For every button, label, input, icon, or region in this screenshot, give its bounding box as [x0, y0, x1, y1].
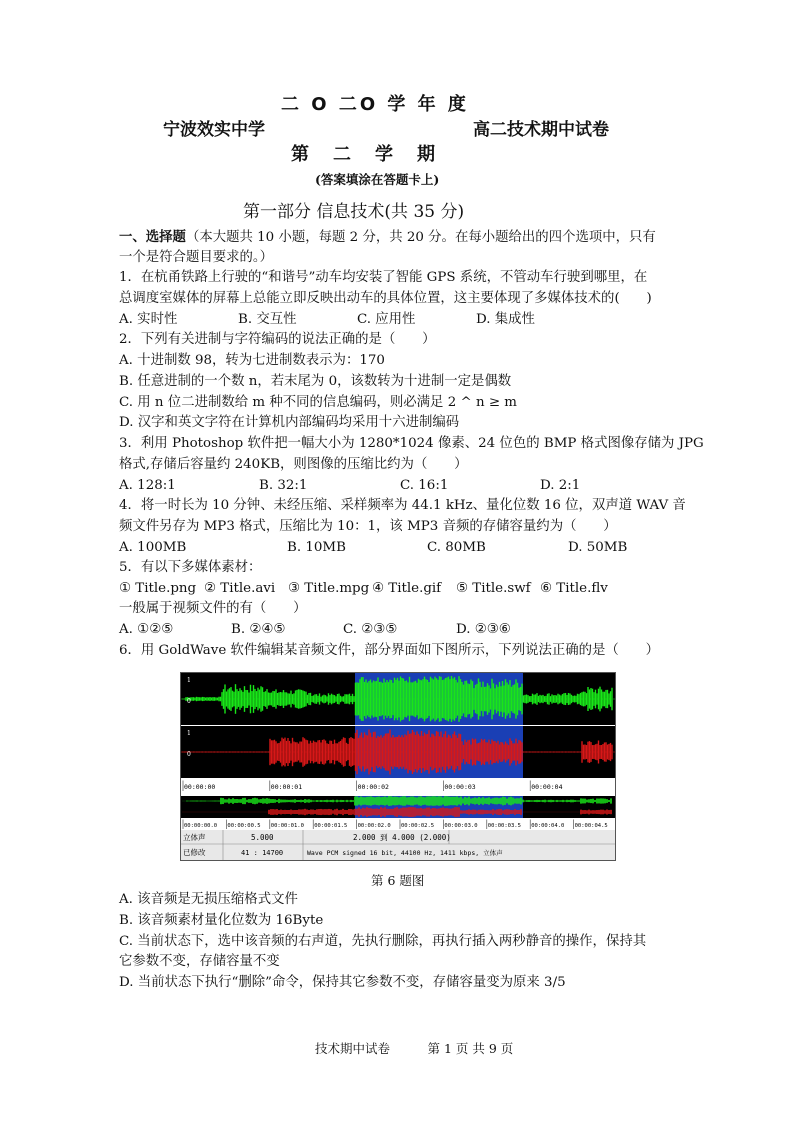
section-desc-2: 一个是符合题目要求的。）: [119, 250, 273, 265]
answer-note: (答案填涂在答题卡上): [315, 172, 440, 187]
timeline-label: 00:00:03.5: [487, 823, 521, 829]
timeline-label: 00:00:03.0: [444, 823, 478, 829]
timeline-label: 00:00:04: [531, 783, 563, 791]
status-length: 5.000: [251, 833, 274, 842]
timeline-label: 00:00:01: [270, 783, 303, 791]
q5-sub: 一般属于视频文件的有（ ）: [119, 601, 307, 616]
q5-option-b: B. ②④⑤: [231, 622, 286, 637]
timeline-label: 00:00:01.0: [270, 823, 304, 829]
page-footer: 技术期中试卷 第 1 页 共 9 页: [315, 1041, 514, 1056]
q5-option-c: C. ②③⑤: [343, 622, 398, 637]
status-selection: 2.000 到 4.000 (2.000): [353, 833, 451, 842]
q6-option-d: D. 当前状态下执行“删除”命令，保持其它参数不变，存储容量变为原来 3/5: [119, 975, 566, 990]
q5-item-4: ④ Title.gif: [372, 581, 442, 596]
status-channel: 立体声: [183, 833, 206, 842]
scale-zero-right: 0: [187, 751, 191, 758]
scale-top-left: 1: [187, 677, 191, 684]
q6-option-c1: C. 当前状态下，选中该音频的右声道，先执行删除，再执行插入两秒静音的操作，保持其: [119, 934, 647, 949]
q2-option-b: B. 任意进制的一个数 n，若末尾为 0，该数转为十进制一定是偶数: [119, 374, 512, 389]
q5-item-3: ③ Title.mpg: [288, 581, 370, 596]
q3-option-b: B. 32:1: [259, 478, 308, 493]
q5-option-a: A. ①②⑤: [119, 622, 174, 637]
q1-option-b: B. 交互性: [238, 312, 297, 327]
q5-stem: 5．有以下多媒体素材：: [119, 560, 262, 575]
q4-line2: 频文件另存为 MP3 格式，压缩比为 10：1，该 MP3 音频的存储容量约为（ ）: [119, 519, 617, 534]
q4-option-c: C. 80MB: [427, 540, 486, 555]
q3-option-c: C. 16:1: [400, 478, 449, 493]
section-desc: （本大题共 10 小题，每题 2 分，共 20 分。在每小题给出的四个选项中，只有: [185, 230, 656, 245]
section-intro: [119, 228, 656, 247]
q4-option-a: A. 100MB: [119, 540, 187, 555]
timeline-label: 00:00:04.0: [531, 823, 565, 829]
q3-line1: 3．利用 Photoshop 软件把一幅大小为 1280*1024 像素、24 位色的 BMP 格式图像存储为 JPG: [119, 436, 704, 451]
scale-zero-left: 0: [187, 698, 191, 705]
timeline-label: 00:00:02: [357, 783, 389, 791]
q6-stem: 6．用 GoldWave 软件编辑某音频文件，部分界面如下图所示，下列说法正确的是（ ）: [119, 643, 659, 658]
q3-option-d: D. 2:1: [540, 478, 581, 493]
q1-option-d: D. 集成性: [476, 312, 535, 327]
q4-option-d: D. 50MB: [568, 540, 628, 555]
status-state: 已修改: [183, 848, 206, 857]
q1-line1: 1．在杭甬铁路上行驶的“和谐号”动车均安装了智能 GPS 系统，不管动车行驶到哪里，在: [119, 270, 648, 285]
q1-option-c: C. 应用性: [357, 312, 416, 327]
goldwave-screenshot: [181, 673, 615, 860]
year-header: 二 O 二O 学 年 度: [281, 94, 469, 115]
timeline-label: 00:00:00: [184, 783, 216, 791]
q3-line2: 格式,存储后容量约 240KB，则图像的压缩比约为（ ）: [119, 457, 468, 472]
scale-top-right: 1: [187, 730, 191, 737]
q5-item-6: ⑥ Title.flv: [540, 581, 608, 596]
status-format: Wave PCM signed 16 bit, 44100 Hz, 1411 kbps, 立体声: [307, 849, 503, 857]
q3-option-a: A. 128:1: [119, 478, 176, 493]
goldwave-figure: [180, 672, 616, 861]
q2-stem: 2．下列有关进制与字符编码的说法正确的是（ ）: [119, 332, 436, 347]
semester: 第 二 学 期: [291, 144, 438, 165]
timeline-label: 00:00:03: [444, 783, 476, 791]
part-title: 第一部分 信息技术(共 35 分): [243, 202, 465, 222]
q2-option-d: D. 汉字和英文字符在计算机内部编码均采用十六进制编码: [119, 415, 460, 430]
section-heading: 一、选择题: [119, 229, 186, 245]
q4-option-b: B. 10MB: [287, 540, 346, 555]
q4-line1: 4．将一时长为 10 分钟、未经压缩、采样频率为 44.1 kHz、量化位数 16 位，双声道 WAV 音: [119, 498, 686, 513]
q2-option-c: C. 用 n 位二进制数给 m 种不同的信息编码，则必满足 2 ^ n ≥ m: [119, 395, 518, 410]
q1-option-a: A. 实时性: [119, 312, 178, 327]
exam-title: 高二技术期中试卷: [473, 120, 609, 140]
timeline-label: 00:00:04.5: [574, 823, 608, 829]
status-position: 41 : 14700: [241, 849, 284, 857]
school-name: 宁波效实中学: [163, 120, 265, 140]
figure-caption: 第 6 题图: [371, 873, 425, 888]
q5-item-1: ① Title.png: [119, 581, 197, 596]
q6-option-c2: 它参数不变，存储容量不变: [119, 954, 280, 969]
q6-option-a: A. 该音频是无损压缩格式文件: [119, 892, 298, 907]
timeline-label: 00:00:00.0: [184, 823, 218, 829]
timeline-label: 00:00:02.5: [401, 823, 435, 829]
timeline-label: 00:00:01.5: [314, 823, 348, 829]
q5-item-2: ② Title.avi: [204, 581, 276, 596]
q6-option-b: B. 该音频素材量化位数为 16Byte: [119, 913, 324, 928]
q1-line2: 总调度室媒体的屏幕上总能立即反映出动车的具体位置，这主要体现了多媒体技术的( ): [119, 291, 652, 306]
q5-option-d: D. ②③⑥: [456, 622, 511, 637]
timeline-label: 00:00:02.0: [357, 823, 391, 829]
timeline-label: 00:00:00.5: [227, 823, 261, 829]
q5-item-5: ⑤ Title.swf: [456, 581, 531, 596]
q2-option-a: A. 十进制数 98，转为七进制数表示为：170: [119, 353, 385, 368]
